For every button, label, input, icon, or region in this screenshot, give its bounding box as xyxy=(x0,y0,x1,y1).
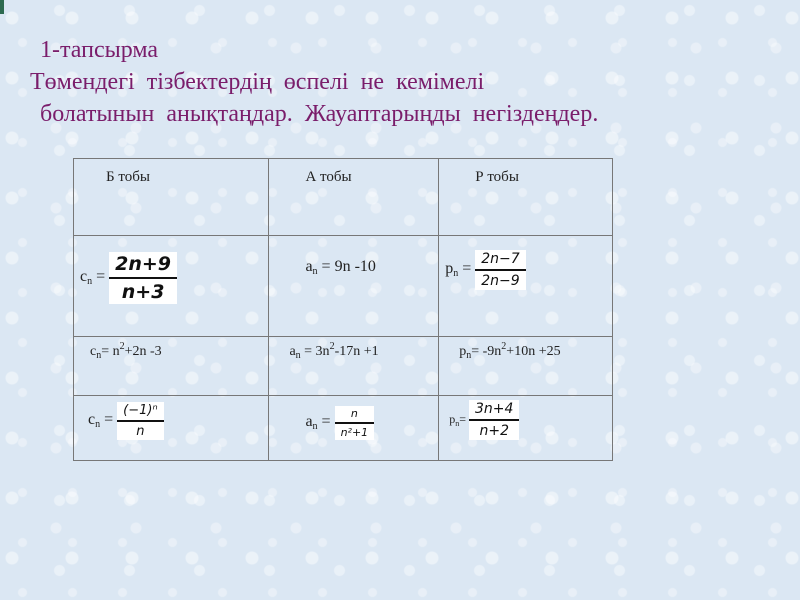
formula-a-quadratic xyxy=(289,341,378,361)
superscript: 2 xyxy=(119,341,125,352)
fraction xyxy=(109,252,177,304)
subscript-n: n xyxy=(295,350,301,361)
formula-c-fraction-1 xyxy=(80,252,177,304)
subscript-n: n xyxy=(87,276,93,288)
sequences-table xyxy=(73,158,613,461)
group-a-label: А тобы xyxy=(305,169,352,185)
fraction xyxy=(117,402,164,440)
corner-marker xyxy=(0,0,4,14)
cell-b-row2 xyxy=(74,337,269,396)
var-a: a xyxy=(305,258,313,275)
numerator: 2n−7 xyxy=(481,251,520,267)
denominator: n xyxy=(136,423,145,439)
task-instruction-line1: Төмендегі тізбектердің өспелі не кемімелі xyxy=(30,69,485,95)
var-c: c xyxy=(88,411,96,429)
var-p: p xyxy=(445,260,454,278)
equals-sign: = xyxy=(459,412,470,427)
var-a: a xyxy=(289,344,296,359)
table-row xyxy=(74,396,613,461)
expression: = 9n -10 xyxy=(317,258,376,275)
equals-sign: = xyxy=(100,411,118,429)
denominator: n²+1 xyxy=(340,425,369,439)
cell-b-row1 xyxy=(74,236,269,337)
cell-a-row2 xyxy=(269,337,439,396)
subscript-n: n xyxy=(312,266,318,277)
header-cell-b xyxy=(74,159,269,236)
denominator: 2n−9 xyxy=(481,272,520,289)
cell-a-row3 xyxy=(269,396,439,461)
denominator: n+2 xyxy=(479,422,509,439)
fraction xyxy=(335,406,375,440)
subscript-n: n xyxy=(96,350,102,361)
expression-part: +2n -3 xyxy=(124,344,162,359)
task-number: 1-тапсырма xyxy=(40,37,159,63)
formula-a-fraction xyxy=(305,406,374,440)
formula-p-fraction-1 xyxy=(445,250,525,290)
subscript-n: n xyxy=(312,421,318,433)
cell-p-row3 xyxy=(439,396,613,461)
task-heading xyxy=(30,34,790,130)
var-p: p xyxy=(449,412,456,427)
group-p-label: Р тобы xyxy=(475,169,519,185)
var-c: c xyxy=(90,344,97,359)
cell-b-row3 xyxy=(74,396,269,461)
superscript: 2 xyxy=(501,341,507,352)
subscript-n: n xyxy=(455,419,460,429)
cell-a-row1 xyxy=(269,236,439,337)
var-p: p xyxy=(459,344,467,359)
table-header-row xyxy=(74,159,613,236)
equals-sign: = xyxy=(317,413,335,431)
subscript-n: n xyxy=(466,350,472,361)
expression-part: = 3n xyxy=(300,344,330,359)
fraction xyxy=(475,250,525,290)
numerator: 2n+9 xyxy=(115,253,172,275)
superscript: 2 xyxy=(329,341,335,352)
var-a: a xyxy=(305,413,313,431)
denominator: n+3 xyxy=(121,280,165,303)
header-cell-p xyxy=(439,159,613,236)
numerator: n xyxy=(350,407,358,420)
numerator: (−1)ⁿ xyxy=(123,403,158,418)
fraction xyxy=(469,400,519,440)
expression-part: = -9n xyxy=(471,344,502,359)
formula-c-fraction-2 xyxy=(88,402,164,440)
subscript-n: n xyxy=(453,268,459,280)
task-instruction-line2: болатынын анықтаңдар. Жауаптарыңды негіздеңдер. xyxy=(40,101,599,127)
formula-a-linear xyxy=(305,258,375,277)
equals-sign: = xyxy=(458,260,476,278)
var-c: c xyxy=(80,268,88,286)
equals-sign: = xyxy=(92,268,110,286)
expression-part: +10n +25 xyxy=(506,344,561,359)
numerator: 3n+4 xyxy=(475,401,514,417)
table-row xyxy=(74,337,613,396)
formula-p-fraction-2 xyxy=(449,400,519,440)
expression-part: -17n +1 xyxy=(334,344,379,359)
header-cell-a xyxy=(269,159,439,236)
formula-p-quadratic xyxy=(459,341,560,361)
table-row xyxy=(74,236,613,337)
expression-part: = n xyxy=(101,344,120,359)
subscript-n: n xyxy=(95,419,101,431)
group-b-label: Б тобы xyxy=(106,169,150,185)
cell-p-row1 xyxy=(439,236,613,337)
cell-p-row2 xyxy=(439,337,613,396)
formula-c-quadratic xyxy=(90,341,162,361)
